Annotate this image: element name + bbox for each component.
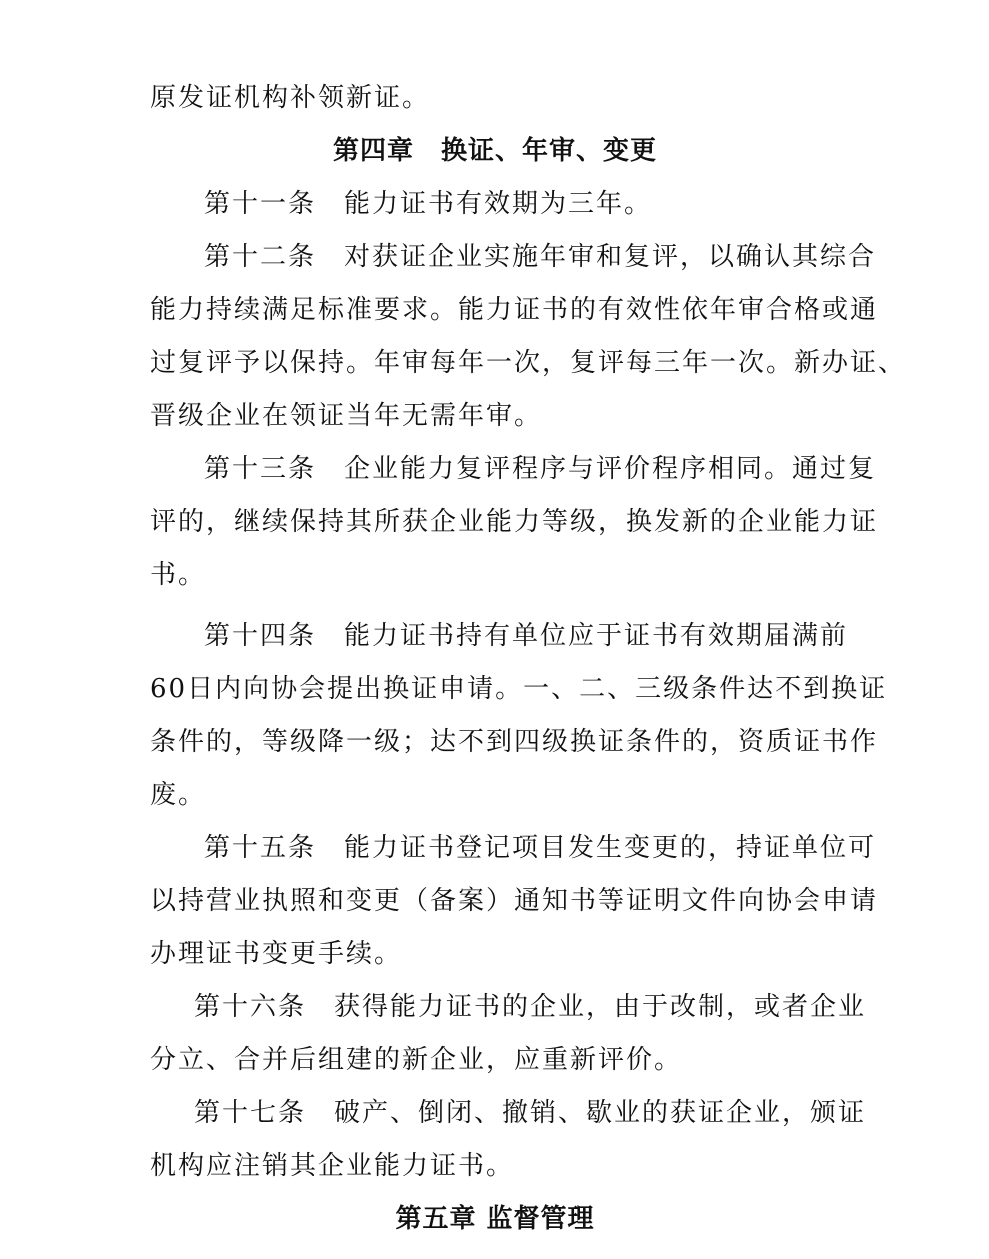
text-line: 条件的，等级降一级；达不到四级换证条件的，资质证书作: [150, 727, 879, 757]
text-line: 评的，继续保持其所获企业能力等级，换发新的企业能力证: [150, 507, 879, 537]
text-line: 分立、合并后组建的新企业，应重新评价。: [150, 1045, 683, 1075]
article-line: 第十三条 企业能力复评程序与评价程序相同。通过复: [204, 454, 877, 484]
article-line: 第十二条 对获证企业实施年审和复评，以确认其综合: [204, 242, 877, 272]
article-line: 第十四条 能力证书持有单位应于证书有效期届满前: [204, 621, 849, 651]
text-line: 过复评予以保持。年审每年一次，复评每三年一次。新办证、: [150, 348, 907, 378]
article-line: 第十五条 能力证书登记项目发生变更的，持证单位可: [204, 833, 877, 863]
chapter-heading: 第四章 换证、年审、变更: [332, 136, 657, 166]
text-line: 办理证书变更手续。: [150, 939, 403, 969]
text-line: 60日内向协会提出换证申请。一、二、三级条件达不到换证: [150, 674, 888, 704]
article-line: 第十六条 获得能力证书的企业，由于改制，或者企业: [194, 992, 867, 1022]
text-line: 废。: [150, 780, 207, 810]
text-line: 原发证机构补领新证。: [150, 83, 431, 113]
document-page: [150, 72, 907, 1246]
text-line: 能力持续满足标准要求。能力证书的有效性依年审合格或通: [150, 295, 879, 325]
text-line: 晋级企业在领证当年无需年审。: [150, 401, 543, 431]
text-line: 以持营业执照和变更（备案）通知书等证明文件向协会申请: [150, 886, 879, 916]
chapter-heading: 第五章 监督管理: [395, 1204, 595, 1234]
article-line: 第十七条 破产、倒闭、撤销、歇业的获证企业，颁证: [194, 1098, 867, 1128]
text-line: 书。: [150, 560, 207, 590]
text-line: 机构应注销其企业能力证书。: [150, 1151, 515, 1181]
article-line: 第十一条 能力证书有效期为三年。: [204, 189, 653, 219]
